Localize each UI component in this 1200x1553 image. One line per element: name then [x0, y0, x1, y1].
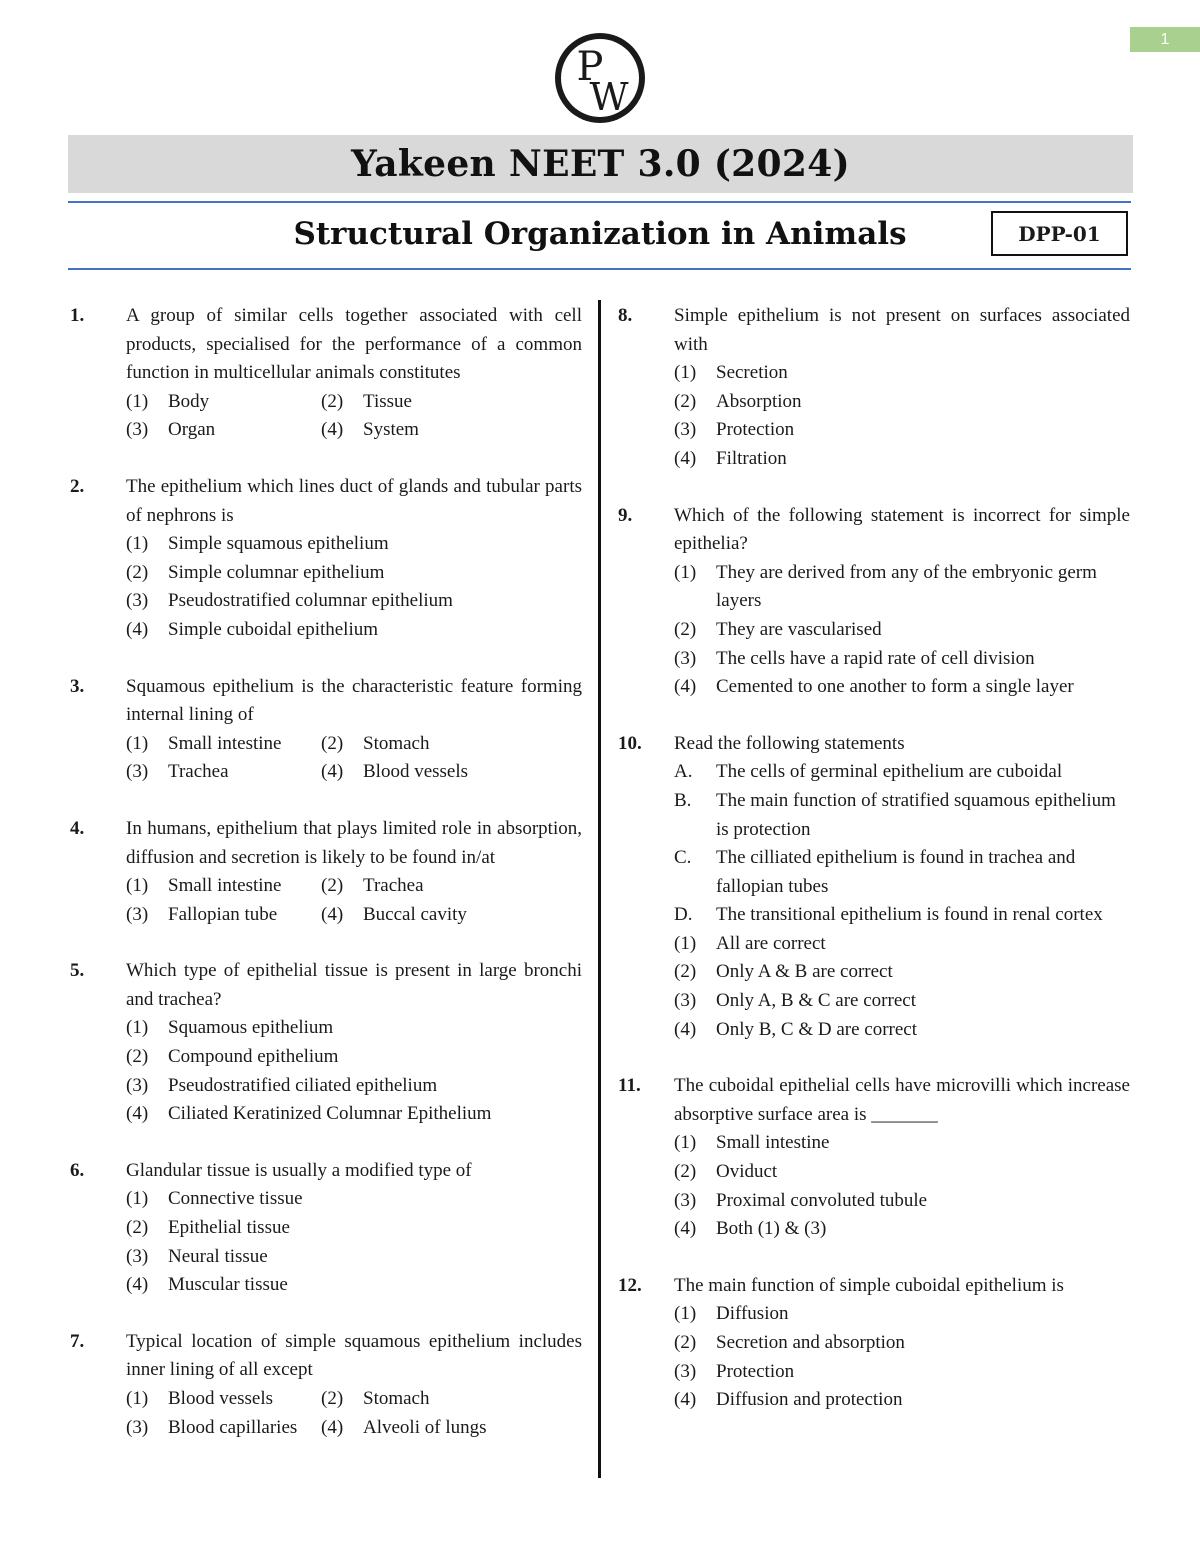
question-number: 3. [70, 675, 85, 697]
question-stem: In humans, epithelium that plays limited role in absorption, diffusion and secretion is likely to be found in/at [126, 817, 582, 868]
question-1 [70, 302, 582, 445]
option-1: (1) They are derived from any of the embryonic germ layers [674, 561, 1097, 612]
option-1: (1) Squamous epithelium [126, 1017, 334, 1039]
question-7 [70, 1328, 582, 1442]
question-2 [70, 473, 582, 645]
option-4: (4) Muscular tissue [126, 1274, 288, 1296]
question-5 [70, 957, 582, 1129]
question-8 [618, 302, 1130, 474]
option-4: (4) Buccal cavity [321, 903, 467, 925]
option-1: (1) All are correct [674, 932, 826, 954]
option-4: (4) Filtration [674, 447, 787, 469]
title-band [68, 135, 1133, 193]
question-number: 6. [70, 1159, 85, 1181]
option-4: (4) System [321, 419, 419, 441]
option-1: (1) Small intestine [126, 732, 282, 754]
column-divider [598, 300, 601, 1478]
option-4: (4) Ciliated Keratinized Columnar Epithelium [126, 1103, 492, 1125]
option-2: (2) Stomach [321, 1388, 430, 1409]
option-1: (1) Small intestine [674, 1132, 830, 1154]
option-2: (2) Trachea [321, 875, 424, 897]
question-number: 5. [70, 960, 85, 982]
pw-logo [553, 31, 647, 125]
question-stem: Which of the following statement is incorrect for simple epithelia? [674, 504, 1130, 555]
option-4: (4) Both (1) & (3) [674, 1218, 827, 1240]
option-2: (2) Epithelial tissue [126, 1217, 290, 1239]
page-number-badge: 1 [1130, 27, 1200, 52]
question-6 [70, 1157, 582, 1300]
question-stem: Read the following statements [674, 732, 905, 754]
question-stem: The epithelium which lines duct of glands and tubular parts of nephrons is [126, 475, 582, 526]
option-3: (3) The cells have a rapid rate of cell division [674, 647, 1035, 669]
option-2: (2) Absorption [674, 390, 802, 412]
chapter-title: Structural Organization in Animals [293, 216, 907, 252]
option-3: (3) Proximal convoluted tubule [674, 1189, 928, 1211]
statement-d: D. The transitional epithelium is found in renal cortex [674, 904, 1103, 926]
statement-b: B. The main function of stratified squamous epithelium is protection [674, 789, 1116, 840]
question-number: 1. [70, 305, 85, 326]
option-1: (1) Secretion [674, 362, 788, 384]
option-3: (3) Trachea [126, 761, 229, 783]
option-1: (1) Body [126, 390, 210, 412]
question-11 [618, 1072, 1130, 1244]
option-4: (4) Diffusion and protection [674, 1389, 903, 1411]
option-4: (4) Simple cuboidal epithelium [126, 618, 379, 640]
question-number: 12. [618, 1274, 642, 1296]
option-3: (3) Pseudostratified ciliated epithelium [126, 1074, 438, 1096]
question-number: 9. [618, 504, 633, 526]
question-number: 8. [618, 305, 633, 326]
question-stem: A group of similar cells together associated with cell products, specialised for the performance of a common function in multicellular animals constitutes [126, 305, 582, 384]
option-3: (3) Only A, B & C are correct [674, 990, 916, 1012]
question-number: 10. [618, 732, 642, 754]
option-2: (2) Secretion and absorption [674, 1332, 905, 1353]
statement-a: A. The cells of germinal epithelium are cuboidal [674, 761, 1063, 783]
question-stem: Typical location of simple squamous epithelium includes inner lining of all except [126, 1330, 582, 1381]
option-4: (4) Cemented to one another to form a single layer [674, 676, 1074, 698]
option-4: (4) Blood vessels [321, 761, 469, 783]
dpp-badge: DPP-01 [991, 211, 1128, 256]
question-number: 7. [70, 1330, 85, 1352]
option-3: (3) Protection [674, 419, 795, 441]
question-stem: The main function of simple cuboidal epithelium is [674, 1274, 1064, 1296]
header-rule-top [68, 201, 1131, 203]
question-3 [70, 673, 582, 787]
question-stem: Squamous epithelium is the characteristic feature forming internal lining of [126, 675, 582, 726]
question-number: 2. [70, 475, 85, 497]
page-title: Yakeen NEET 3.0 (2024) [351, 143, 850, 185]
svg-text:P: P [576, 44, 604, 90]
option-3: (3) Organ [126, 419, 216, 441]
option-3: (3) Blood capillaries [126, 1416, 298, 1438]
option-2: (2) Only A & B are correct [674, 961, 893, 983]
statement-c: C. The cilliated epithelium is found in trachea and fallopian tubes [674, 847, 1076, 897]
option-3: (3) Protection [674, 1360, 795, 1382]
question-4 [70, 815, 582, 929]
option-1: (1) Blood vessels [126, 1388, 274, 1409]
question-number: 11. [618, 1075, 641, 1097]
right-column [618, 302, 1130, 1443]
left-column [70, 302, 582, 1470]
svg-text:W: W [589, 75, 629, 119]
question-10 [618, 730, 1130, 1045]
option-2: (2) They are vascularised [674, 618, 882, 640]
question-stem: Which type of epithelial tissue is present in large bronchi and trachea? [126, 960, 582, 1010]
option-1: (1) Small intestine [126, 875, 282, 897]
option-2: (2) Compound epithelium [126, 1046, 339, 1068]
option-3: (3) Neural tissue [126, 1245, 268, 1267]
question-stem: The cuboidal epithelial cells have microvilli which increase absorptive surface area is _______ [674, 1075, 1130, 1125]
question-9 [618, 502, 1130, 702]
header-rule-bottom [68, 268, 1131, 270]
option-1: (1) Simple squamous epithelium [126, 533, 389, 555]
option-2: (2) Simple columnar epithelium [126, 561, 385, 583]
question-stem: Simple epithelium is not present on surfaces associated with [674, 305, 1130, 355]
option-1: (1) Diffusion [674, 1303, 789, 1325]
question-number: 4. [70, 817, 85, 839]
option-4: (4) Alveoli of lungs [321, 1416, 487, 1438]
option-4: (4) Only B, C & D are correct [674, 1018, 918, 1040]
option-3: (3) Pseudostratified columnar epithelium [126, 590, 453, 612]
option-2: (2) Tissue [321, 390, 412, 412]
option-1: (1) Connective tissue [126, 1188, 303, 1210]
question-12 [618, 1272, 1130, 1415]
option-2: (2) Stomach [321, 732, 430, 754]
option-3: (3) Fallopian tube [126, 903, 278, 925]
option-2: (2) Oviduct [674, 1161, 778, 1183]
question-stem: Glandular tissue is usually a modified type of [126, 1159, 472, 1181]
